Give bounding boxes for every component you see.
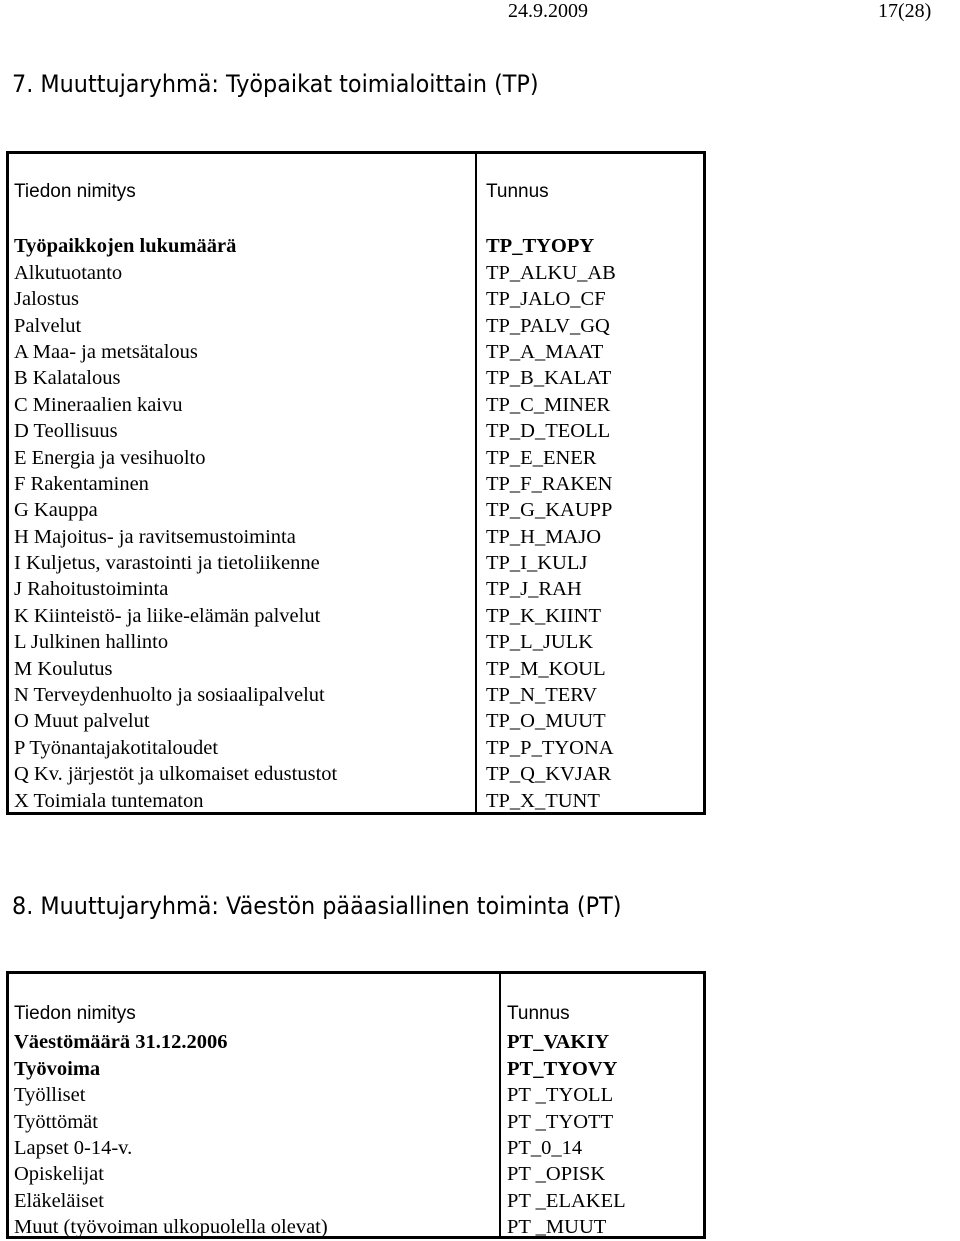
variable-table-pt	[6, 971, 706, 1239]
variable-name: M Koulutus	[14, 657, 113, 680]
code-column	[486, 179, 616, 814]
variable-code: TP_Q_KVJAR	[486, 763, 612, 786]
variable-name: L Julkinen hallinto	[14, 631, 169, 654]
variable-name: Lapset 0-14-v.	[14, 1136, 133, 1159]
variable-code: TP_C_MINER	[486, 393, 611, 416]
column-header-name: Tiedon nimitys	[14, 181, 136, 202]
variable-code: PT _MUUT	[507, 1216, 607, 1239]
variable-name: E Energia ja vesihuolto	[14, 446, 206, 469]
variable-code: PT _ELAKEL	[507, 1189, 626, 1212]
variable-name: Työpaikkojen lukumäärä	[14, 235, 237, 258]
variable-name: Muut (työvoiman ulkopuolella olevat)	[14, 1216, 328, 1239]
variable-code: TP_F_RAKEN	[486, 472, 613, 495]
variable-name: Työttömät	[14, 1110, 98, 1133]
variable-code: TP_N_TERV	[486, 684, 598, 707]
variable-code: TP_L_JULK	[486, 631, 594, 654]
variable-code: TP_ALKU_AB	[486, 261, 616, 284]
variable-name: Työvoima	[14, 1057, 101, 1080]
variable-code: TP_K_KIINT	[486, 604, 602, 627]
variable-code: PT _TYOLL	[507, 1084, 614, 1107]
variable-name: A Maa- ja metsätalous	[14, 340, 198, 363]
variable-code: TP_TYOPY	[486, 235, 595, 258]
variable-code: TP_B_KALAT	[486, 367, 612, 390]
variable-code: PT_VAKIY	[507, 1031, 610, 1054]
variable-name: Q Kv. järjestöt ja ulkomaiset edustustot	[14, 763, 338, 786]
variable-name: Opiskelijat	[14, 1163, 104, 1186]
variable-name: G Kauppa	[14, 499, 98, 522]
variable-name: X Toimiala tuntematon	[14, 789, 204, 812]
column-header-name: Tiedon nimitys	[14, 1003, 136, 1024]
variable-code: TP_M_KOUL	[486, 657, 606, 680]
variable-code: TP_I_KULJ	[486, 552, 588, 575]
variable-code: TP_D_TEOLL	[486, 420, 611, 443]
column-header-code: Tunnus	[486, 181, 549, 202]
variable-code: PT _TYOTT	[507, 1110, 614, 1133]
variable-name: K Kiinteistö- ja liike-elämän palvelut	[14, 604, 321, 627]
variable-name: O Muut palvelut	[14, 710, 150, 733]
name-column	[14, 1001, 328, 1241]
variable-name: B Kalatalous	[14, 367, 121, 390]
variable-name: J Rahoitustoiminta	[14, 578, 169, 601]
variable-name: N Terveydenhuolto ja sosiaalipalvelut	[14, 684, 325, 707]
variable-name: Jalostus	[14, 288, 79, 311]
variable-name: Väestömäärä 31.12.2006	[14, 1031, 228, 1054]
variable-code: TP_E_ENER	[486, 446, 597, 469]
variable-name: Eläkeläiset	[14, 1189, 104, 1212]
variable-code: TP_P_TYONA	[486, 736, 614, 759]
column-divider	[499, 974, 501, 1236]
header-date: 24.9.2009	[508, 0, 588, 22]
variable-name: Alkutuotanto	[14, 261, 123, 284]
page-number: 17(28)	[878, 0, 932, 22]
variable-code: TP_X_TUNT	[486, 789, 600, 812]
variable-code: TP_O_MUUT	[486, 710, 606, 733]
variable-name: H Majoitus- ja ravitsemustoiminta	[14, 525, 296, 548]
variable-name: C Mineraalien kaivu	[14, 393, 183, 416]
variable-name: Palvelut	[14, 314, 82, 337]
variable-code: PT _OPISK	[507, 1163, 606, 1186]
variable-code: PT_0_14	[507, 1136, 583, 1159]
variable-name: Työlliset	[14, 1084, 86, 1107]
column-header-code: Tunnus	[507, 1003, 570, 1024]
variable-name: D Teollisuus	[14, 420, 118, 443]
section-title-tp: 7. Muuttujaryhmä: Työpaikat toimialoittain (TP)	[12, 70, 539, 98]
variable-name: P Työnantajakotitaloudet	[14, 736, 219, 759]
name-column	[14, 179, 337, 814]
variable-code: TP_A_MAAT	[486, 340, 604, 363]
variable-code: TP_J_RAH	[486, 578, 582, 601]
variable-code: TP_G_KAUPP	[486, 499, 613, 522]
variable-code: PT_TYOVY	[507, 1057, 618, 1080]
variable-name: I Kuljetus, varastointi ja tietoliikenne	[14, 552, 320, 575]
variable-code: TP_H_MAJO	[486, 525, 602, 548]
variable-table-tp	[6, 151, 706, 815]
variable-code: TP_JALO_CF	[486, 288, 606, 311]
variable-name: F Rakentaminen	[14, 472, 149, 495]
variable-code: TP_PALV_GQ	[486, 314, 610, 337]
section-title-pt: 8. Muuttujaryhmä: Väestön pääasiallinen toiminta (PT)	[12, 892, 622, 920]
code-column	[507, 1001, 626, 1241]
column-divider	[475, 154, 477, 812]
